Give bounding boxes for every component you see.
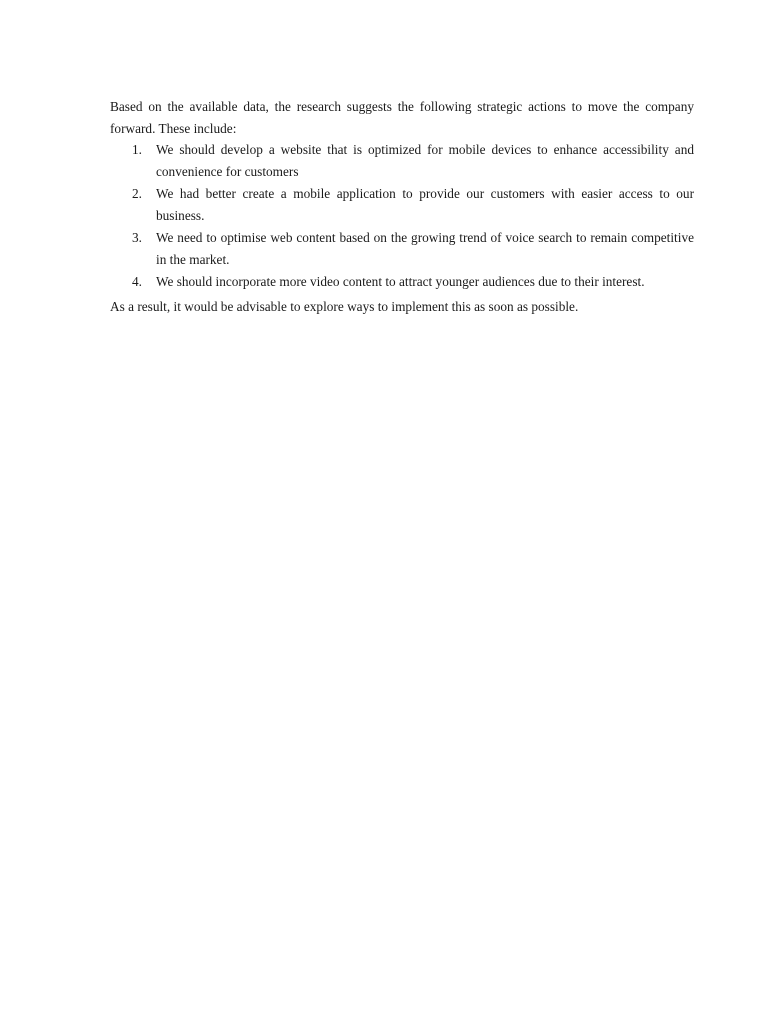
- list-item-text: We need to optimise web content based on the growing trend of voice search to remain competitive in the market.: [156, 230, 694, 267]
- strategic-actions-list: [110, 139, 694, 293]
- list-item-text: We should develop a website that is optimized for mobile devices to enhance accessibility and convenience for customers: [156, 142, 694, 179]
- list-item-text: We had better create a mobile application to provide our customers with easier access to our business.: [156, 186, 694, 223]
- list-item: [110, 183, 694, 226]
- conclusion-paragraph: As a result, it would be advisable to explore ways to implement this as soon as possible.: [110, 298, 579, 314]
- document-body: [110, 96, 694, 317]
- list-item-number: 1.: [132, 142, 142, 157]
- intro-paragraph: Based on the available data, the research suggests the following strategic actions to move the company forward. These include:: [110, 99, 694, 136]
- list-item-text: We should incorporate more video content to attract younger audiences due to their interest.: [156, 274, 645, 289]
- list-item-number: 3.: [132, 230, 142, 245]
- list-item-number: 4.: [132, 274, 142, 289]
- list-item: [110, 227, 694, 270]
- list-item: [110, 271, 694, 293]
- list-item: [110, 139, 694, 182]
- list-item-number: 2.: [132, 186, 142, 201]
